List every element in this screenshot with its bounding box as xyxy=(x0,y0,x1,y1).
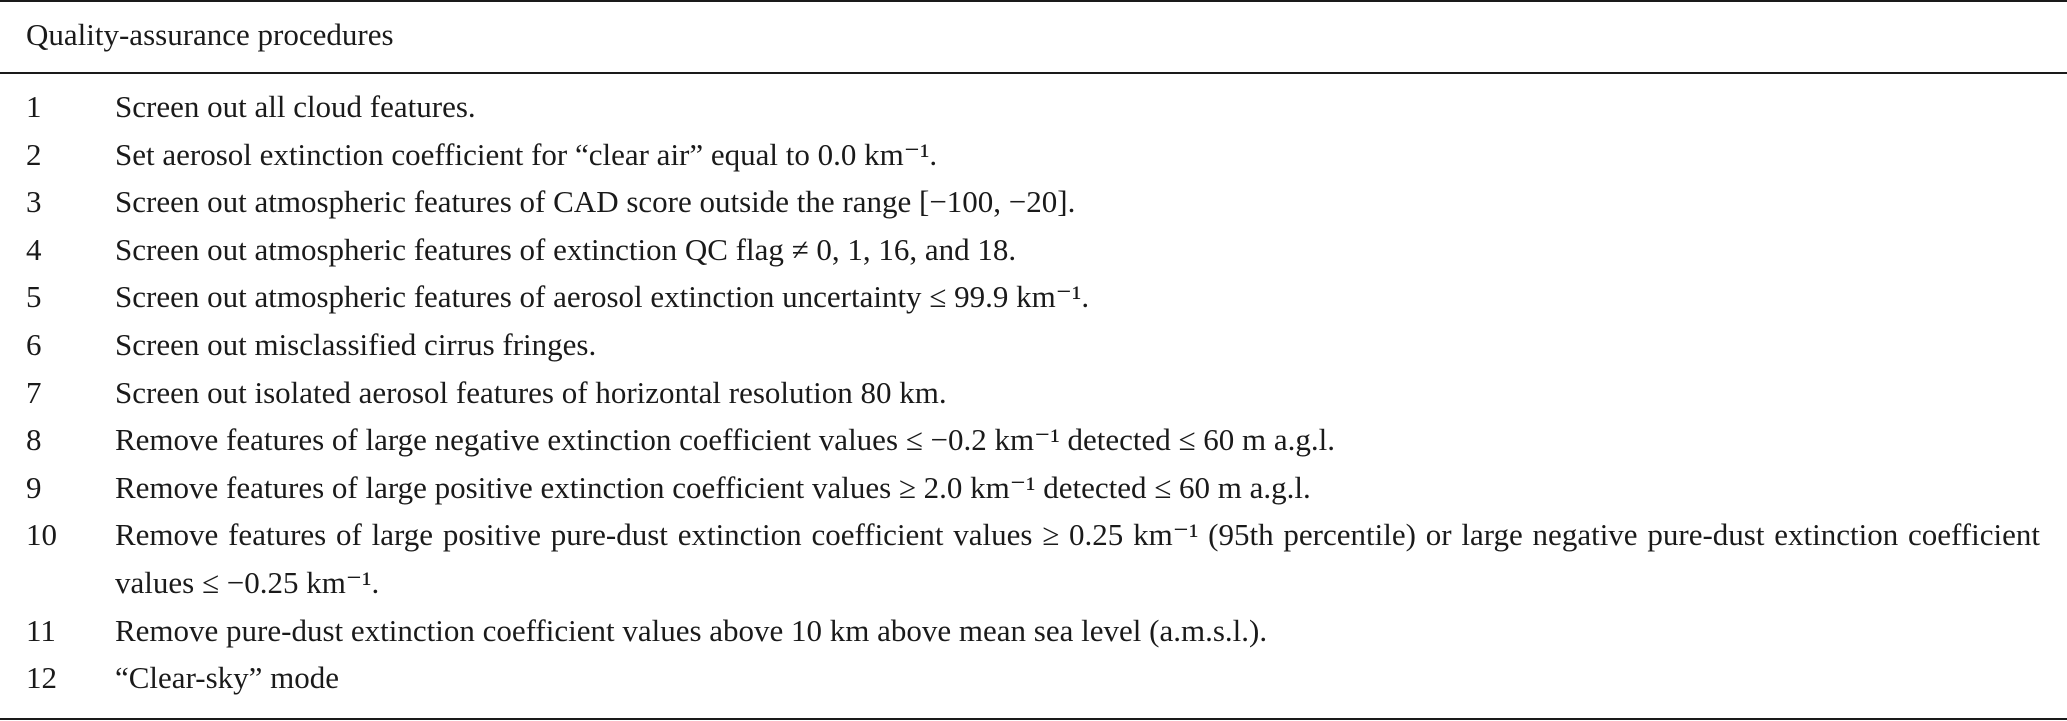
table-row xyxy=(0,83,2067,131)
row-text: Screen out misclassified cirrus fringes. xyxy=(115,326,597,362)
row-number: 5 xyxy=(26,279,42,315)
row-number: 3 xyxy=(26,184,42,220)
row-text: Screen out atmospheric features of CAD score outside the range [−100, −20]. xyxy=(115,184,1076,220)
row-number: 7 xyxy=(26,374,42,410)
table-row xyxy=(0,178,2067,226)
table-row xyxy=(0,511,2067,606)
row-text: Screen out atmospheric features of aerosol extinction uncertainty ≤ 99.9 km⁻¹. xyxy=(115,279,1090,315)
row-number: 2 xyxy=(26,136,42,172)
table-row xyxy=(0,607,2067,655)
row-number: 1 xyxy=(26,89,42,124)
row-text: Remove pure-dust extinction coefficient values above 10 km above mean sea level (a.m.s.l.). xyxy=(115,612,1268,648)
row-text: “Clear-sky” mode xyxy=(115,660,340,696)
table-row xyxy=(0,321,2067,369)
row-number: 12 xyxy=(26,660,57,696)
row-text: Screen out all cloud features. xyxy=(115,89,476,124)
table-top-rule xyxy=(0,0,2067,2)
row-text: Remove features of large positive extinction coefficient values ≥ 2.0 km⁻¹ detected ≤ 60 m a.g.l. xyxy=(115,469,1311,505)
row-number: 9 xyxy=(26,469,42,505)
table-row xyxy=(0,131,2067,179)
row-number: 10 xyxy=(26,517,57,553)
table-row xyxy=(0,226,2067,274)
row-text: Remove features of large negative extinction coefficient values ≤ −0.2 km⁻¹ detected ≤ 60 m a.g.l. xyxy=(115,422,1336,458)
row-text: Screen out isolated aerosol features of horizontal resolution 80 km. xyxy=(115,374,947,410)
table-row xyxy=(0,464,2067,512)
table-row xyxy=(0,654,2067,702)
table-header-rule xyxy=(0,72,2067,74)
table-row xyxy=(0,273,2067,321)
row-text: Set aerosol extinction coefficient for “clear air” equal to 0.0 km⁻¹. xyxy=(115,136,938,172)
table-row xyxy=(0,416,2067,464)
row-text: Screen out atmospheric features of extinction QC flag ≠ 0, 1, 16, and 18. xyxy=(115,231,1017,267)
table-body xyxy=(0,83,2067,702)
row-text: Remove features of large positive pure-dust extinction coefficient values ≥ 0.25 km⁻¹ (95th percentile) or large negative pure-dust extinction coefficient values ≤ −0.25 km⁻¹. xyxy=(115,517,2040,600)
row-number: 6 xyxy=(26,326,42,362)
row-number: 11 xyxy=(26,612,56,648)
row-number: 8 xyxy=(26,422,42,458)
table-bottom-rule xyxy=(0,718,2067,720)
row-number: 4 xyxy=(26,231,42,267)
table-row xyxy=(0,369,2067,417)
table-header: Quality-assurance procedures xyxy=(26,17,394,52)
